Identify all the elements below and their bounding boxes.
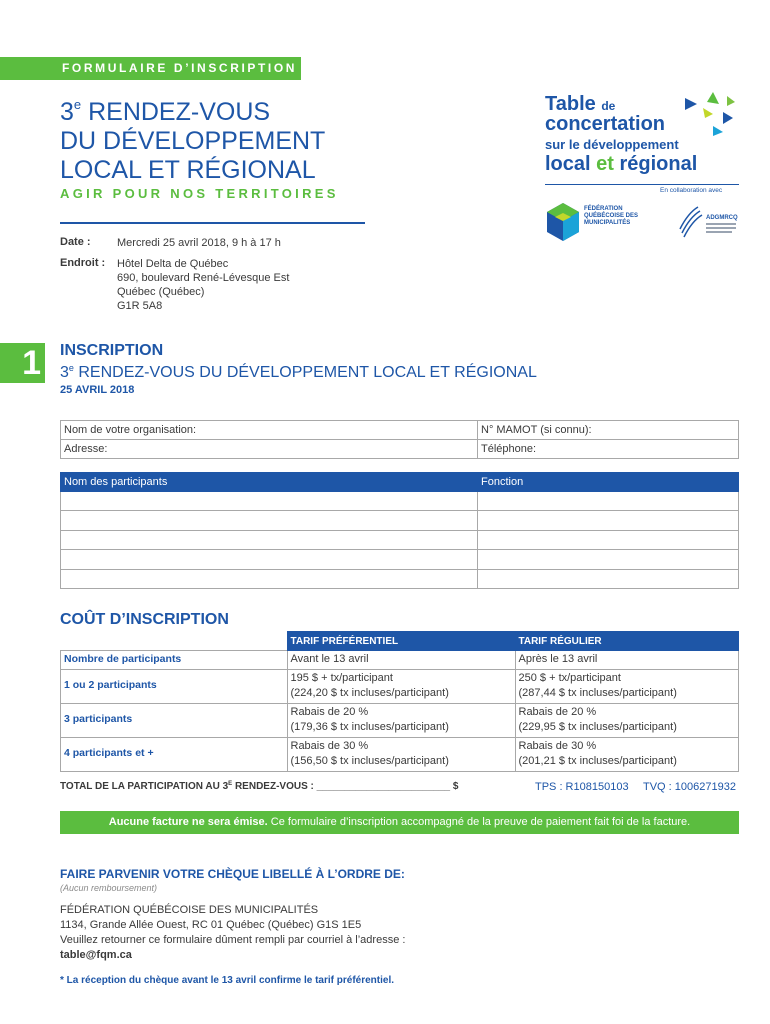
participant-role-field[interactable] <box>478 569 739 588</box>
section-date: 25 AVRIL 2018 <box>60 384 135 396</box>
svg-text:ADGMRCQ: ADGMRCQ <box>706 215 738 221</box>
no-refund-note: (Aucun remboursement) <box>60 883 158 893</box>
table-row: Nombre de participants Avant le 13 avril Après le 13 avril <box>61 651 739 670</box>
org-name-field[interactable]: Nom de votre organisation: <box>61 421 478 440</box>
section-subtitle: 3e RENDEZ-VOUS DU DÉVELOPPEMENT LOCAL ET RÉGIONAL <box>60 363 537 381</box>
organization-form <box>60 420 739 459</box>
date-label: Date : <box>60 236 91 248</box>
page-title: 3e RENDEZ-VOUS DU DÉVELOPPEMENT LOCAL ET RÉGIONAL <box>60 97 326 184</box>
cost-title: COÛT D’INSCRIPTION <box>60 611 229 628</box>
table-row <box>61 511 739 530</box>
table-concertation-logo: Table de concertation sur le développement local et régional <box>545 92 755 188</box>
total-participation[interactable]: TOTAL DE LA PARTICIPATION AU $3^E$ RENDEZ-VOUS : ________________________ $ <box>60 781 459 792</box>
table-row <box>61 569 739 588</box>
pref-rate-header: TARIF PRÉFÉRENTIEL <box>287 632 515 651</box>
participant-role-field[interactable] <box>478 492 739 511</box>
tps-number: TPS : R108150103 <box>535 781 629 793</box>
table-row: 3 participants Rabais de 20 % (179,36 $ tx incluses/participant) Rabais de 20 % (229,95 $ tx incluses/participant) <box>61 703 739 737</box>
participant-name-field[interactable] <box>61 492 478 511</box>
section-title: INSCRIPTION <box>60 342 164 359</box>
section-number: 1 <box>0 343 45 383</box>
fqm-logo-text: FÉDÉRATION QUÉBÉCOISE DES MUNICIPALITÉS <box>584 206 639 226</box>
logo-arrows-icon <box>683 92 741 137</box>
participant-name-field[interactable] <box>61 569 478 588</box>
table-row <box>61 550 739 569</box>
invoice-notice: Aucune facture ne sera émise. Ce formulaire d’inscription accompagné de la preuve de paiement fait foi de la facture. <box>60 811 739 834</box>
collab-divider <box>545 184 739 185</box>
table-row <box>61 530 739 549</box>
mamot-field[interactable]: N° MAMOT (si connu): <box>478 421 739 440</box>
participant-role-field[interactable] <box>478 530 739 549</box>
form-banner: FORMULAIRE D’INSCRIPTION <box>0 57 301 80</box>
participants-role-header: Fonction <box>478 473 739 492</box>
participants-table <box>60 472 739 589</box>
participant-role-field[interactable] <box>478 550 739 569</box>
tvq-number: TVQ : 1006271932 <box>643 781 736 793</box>
send-cheque-title: FAIRE PARVENIR VOTRE CHÈQUE LIBELLÉ À L’ORDRE DE: <box>60 867 405 881</box>
email-link[interactable]: table@fqm.ca <box>60 949 132 961</box>
participant-name-field[interactable] <box>61 530 478 549</box>
participant-name-field[interactable] <box>61 550 478 569</box>
adgmrcq-logo-icon <box>678 203 740 243</box>
date-value: Mercredi 25 avril 2018, 9 h à 17 h <box>117 237 281 249</box>
reg-rate-header: TARIF RÉGULIER <box>515 632 739 651</box>
participants-name-header: Nom des participants <box>61 473 478 492</box>
cheque-footnote: * La réception du chèque avant le 13 avril confirme le tarif préférentiel. <box>60 975 394 986</box>
participant-role-field[interactable] <box>478 511 739 530</box>
cost-table <box>60 631 739 772</box>
participant-name-field[interactable] <box>61 511 478 530</box>
place-value: Hôtel Delta de Québec 690, boulevard René-Lévesque Est Québec (Québec) G1R 5A8 <box>117 258 290 312</box>
phone-field[interactable]: Téléphone: <box>478 440 739 459</box>
divider <box>60 222 365 224</box>
fqm-logo-icon <box>545 203 581 243</box>
table-row <box>61 492 739 511</box>
collab-text: En collaboration avec <box>660 187 723 194</box>
mailing-address: FÉDÉRATION QUÉBÉCOISE DES MUNICIPALITÉS 1134, Grande Allée Ouest, RC 01 Québec (Québec) G1S 1E5 Veuillez retourner ce formulaire dûment rempli par courriel à l’adresse : table@fqm.ca <box>60 904 406 961</box>
table-row: 1 ou 2 participants 195 $ + tx/participant (224,20 $ tx incluses/participant) 250 $ + tx/participant (287,44 $ tx incluses/participant) <box>61 669 739 703</box>
page-subtitle: AGIR POUR NOS TERRITOIRES <box>60 186 339 201</box>
table-row: 4 participants et + Rabais de 30 % (156,50 $ tx incluses/participant) Rabais de 30 % (201,21 $ tx incluses/participant) <box>61 737 739 771</box>
place-label: Endroit : <box>60 257 106 269</box>
address-field[interactable]: Adresse: <box>61 440 478 459</box>
